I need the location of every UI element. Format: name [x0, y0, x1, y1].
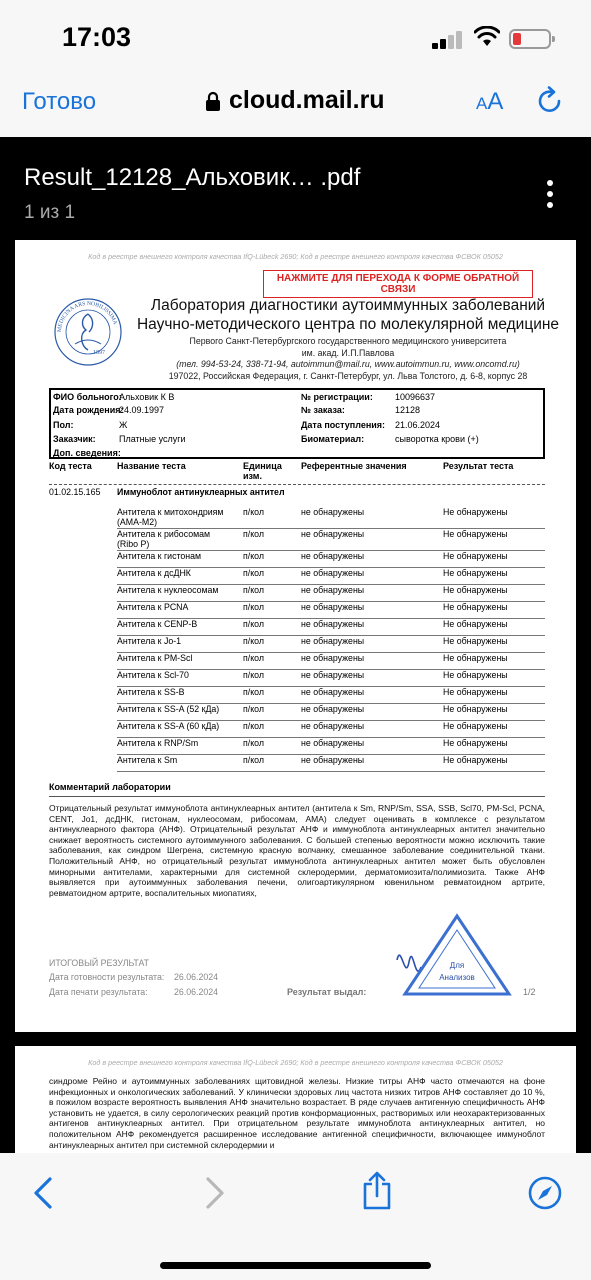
reference-value: не обнаружены: [301, 653, 365, 663]
test-result: Не обнаружены: [443, 529, 508, 539]
test-result: Не обнаружены: [443, 704, 508, 714]
reference-value: не обнаружены: [301, 585, 365, 595]
test-name: Антитела к SS-B: [117, 687, 185, 697]
battery-icon: [509, 29, 551, 49]
table-row: [117, 529, 545, 551]
comment-divider: [49, 796, 545, 797]
bio-value: сыворотка крови (+): [395, 434, 479, 444]
table-row: [117, 602, 545, 619]
test-unit: п/кол: [243, 568, 264, 578]
test-name: Антитела к рибосомам (Ribo P): [117, 529, 211, 549]
test-name: Антитела к PM-Scl: [117, 653, 193, 663]
address-bar[interactable]: [205, 86, 385, 115]
ready-date-label: Дата готовности результата:: [49, 972, 165, 982]
status-time: 17:03: [62, 22, 132, 52]
test-name: Антитела к PCNA: [117, 602, 189, 612]
order-value: 12128: [395, 405, 421, 415]
header-result: Результат теста: [443, 461, 514, 471]
page-2-text: синдроме Рейно и аутоиммунных заболеваниях щитовидной железы. Низкие титры АНФ часто отмечаются на фоне инфекционных и онкологических заболеваний. У клинически здоровых лиц частота низких титров АНФ составляет до 10 %, в пожилом возрасте вероятность выявления АНФ значительно возрастает. В ряде случаев антигенную специфичность АНФ установить не удается, в силу серологических реакций против конформационных, растворимых или неохарактеризованных антигенов антинуклеарных антител. При отрицательном результате иммуноблота антинуклеарных антител, но положительном АНФ рекомендуется расширенное исследование антигенной специфичности, включающее иммуноблот антинуклеарных антител при системной склеродермии и: [49, 1076, 545, 1150]
test-result: Не обнаружены: [443, 721, 508, 731]
test-result: Не обнаружены: [443, 551, 508, 561]
header-ref: Референтные значения: [301, 461, 407, 471]
reference-value: не обнаружены: [301, 529, 365, 539]
comment-heading: Комментарий лаборатории: [49, 782, 171, 792]
print-date-line: [49, 987, 279, 997]
reg-label: № регистрации:: [301, 392, 373, 402]
browser-top-bar: [0, 0, 591, 137]
test-result: Не обнаружены: [443, 653, 508, 663]
header-code: Код теста: [49, 461, 92, 471]
table-row: [117, 636, 545, 653]
comment-text: Отрицательный результат иммуноблота антинуклеарных антител (антитела к Sm, RNP/Sm, SSA, SSB, Scl70, PM-Scl, PCNA, CENT, Jo1, дсДНК, гистонам, нуклеосомам, рибосомам, AMA) следует оценивать в комплексе с результатом антинуклеарного фактора (АНФ). Отрицательный результат АНФ и иммуноблота антинуклеарных антител значительно снижает вероятность системного аутоиммунного заболевания. С большей степенью вероятности можно исключить такие заболевания, как синдром Шегрена, системную красную волчанку, смешанное заболевание соединительной ткани. Положительный АНФ, но отрицательный результат иммуноблота антинуклеарных антител может быть обусловлен минорными антителами, характерными для системной склеродермии, дерматомиозита/полимиозита. Также АНФ выявляется при аутоиммунных заболевания печени, олигоартикулярном ювенильном ревматоидном артрите, ревматоидном артрите, воспалительных миопатиях,: [49, 803, 545, 898]
reference-value: не обнаружены: [301, 687, 365, 697]
test-name: Антитела к CENP-B: [117, 619, 198, 629]
test-name: Антитела к RNP/Sm: [117, 738, 199, 748]
stamp-line-2: Анализов: [439, 973, 475, 982]
reference-value: не обнаружены: [301, 619, 365, 629]
reader-text-size-button[interactable]: [476, 88, 503, 116]
bio-label: Биоматериал:: [301, 434, 365, 444]
test-name: Антитела к SS-A (60 кДа): [117, 721, 220, 731]
reference-value: не обнаружены: [301, 704, 365, 714]
table-row: [117, 551, 545, 568]
home-indicator: [160, 1262, 431, 1269]
fio-label: ФИО больного:: [53, 392, 122, 402]
university-logo: [51, 292, 125, 366]
header-name: Название теста: [117, 461, 186, 471]
test-unit: п/кол: [243, 551, 264, 561]
date-value: 21.06.2024: [395, 420, 441, 430]
table-row: [117, 619, 545, 636]
registry-note: Код в реестре внешнего контроля качества IfQ-Lübeck 2690; Код в реестре внешнего контроля качества ФСВОК 05052: [88, 252, 503, 261]
test-unit: п/кол: [243, 687, 264, 697]
test-name: Антитела к SS-A (52 кДа): [117, 704, 220, 714]
test-unit: п/кол: [243, 738, 264, 748]
browser-bottom-bar: [0, 1153, 591, 1280]
test-name: Антитела к митохондриям (АМА-М2): [117, 507, 224, 527]
header-unit-line-2: изм.: [243, 471, 262, 481]
test-unit: п/кол: [243, 653, 264, 663]
cellular-signal-icon: [432, 31, 464, 49]
fio-value: Альховик К В: [119, 392, 175, 402]
issued-by-label: Результат выдал:: [287, 987, 367, 997]
table-row: [117, 670, 545, 687]
test-unit: п/кол: [243, 755, 264, 765]
reference-value: не обнаружены: [301, 568, 365, 578]
lab-title: [133, 296, 563, 334]
table-row: [117, 704, 545, 721]
test-unit: п/кол: [243, 670, 264, 680]
page-counter: 1 из 1: [24, 202, 76, 223]
table-row: [117, 507, 545, 529]
table-row: [117, 585, 545, 602]
feedback-form-link[interactable]: НАЖМИТЕ ДЛЯ ПЕРЕХОДА К ФОРМЕ ОБРАТНОЙ СВЯЗИ: [263, 270, 533, 298]
order-label: № заказа:: [301, 405, 345, 415]
test-name: Антитела к дсДНК: [117, 568, 191, 578]
table-row: [117, 687, 545, 704]
reference-value: не обнаружены: [301, 738, 365, 748]
reference-value: не обнаружены: [301, 636, 365, 646]
dob-label: Дата рождения:: [53, 405, 124, 415]
share-icon[interactable]: [360, 1171, 394, 1211]
test-name: Антитела к Scl-70: [117, 670, 189, 680]
lab-stamp: [387, 912, 512, 1002]
final-result-label: ИТОГОВЫЙ РЕЗУЛЬТАТ: [49, 958, 150, 968]
test-name: Антитела к гистонам: [117, 551, 202, 561]
header-unit-line-1: Единица: [243, 461, 282, 471]
test-result: Не обнаружены: [443, 619, 508, 629]
logo-motto: MEDICINA ARS NOBILISSIMA: [56, 300, 118, 333]
reference-value: не обнаружены: [301, 755, 365, 765]
date-label: Дата поступления:: [301, 420, 386, 430]
test-unit: п/кол: [243, 602, 264, 612]
test-unit: п/кол: [243, 529, 264, 539]
lab-sub-line-4: 197022, Российская Федерация, г. Санкт-Петербург, ул. Льва Толстого, д. 6-8, корпус 28: [168, 370, 528, 381]
aa-big-label: A: [487, 88, 504, 115]
reference-value: не обнаружены: [301, 721, 365, 731]
page-number: 1/2: [523, 987, 536, 997]
test-result: Не обнаружены: [443, 585, 508, 595]
table-row: [117, 738, 545, 755]
print-date-value: 26.06.2024: [174, 987, 219, 997]
header-unit: [243, 461, 282, 481]
logo-year: 1897: [93, 350, 105, 356]
back-arrow-icon[interactable]: [26, 1175, 62, 1211]
test-result: Не обнаружены: [443, 687, 508, 697]
header-divider: [49, 484, 545, 485]
test-unit: п/кол: [243, 507, 264, 517]
test-unit: п/кол: [243, 721, 264, 731]
test-result: Не обнаружены: [443, 670, 508, 680]
test-unit: п/кол: [243, 704, 264, 714]
reference-value: не обнаружены: [301, 670, 365, 680]
test-unit: п/кол: [243, 585, 264, 595]
lab-contacts: [133, 336, 563, 382]
wifi-icon: [474, 26, 500, 48]
table-row: [117, 568, 545, 585]
lab-title-line-2: Научно-методического центра по молекулярной медицине: [136, 316, 560, 333]
reference-value: не обнаружены: [301, 602, 365, 612]
reg-value: 10096637: [395, 392, 436, 402]
lock-icon: [205, 91, 221, 111]
test-unit: п/кол: [243, 619, 264, 629]
sex-label: Пол:: [53, 420, 74, 430]
reload-icon[interactable]: [536, 86, 564, 116]
ready-date-value: 26.06.2024: [174, 972, 219, 982]
compass-icon[interactable]: [527, 1175, 563, 1211]
test-result: Не обнаружены: [443, 755, 508, 765]
lab-title-line-1: Лаборатория диагностики аутоиммунных заболеваний: [150, 297, 546, 314]
customer-value: Платные услуги: [119, 434, 186, 444]
forward-arrow-icon[interactable]: [196, 1175, 232, 1211]
url-text: cloud.mail.ru: [229, 86, 385, 114]
sex-value: Ж: [119, 420, 128, 430]
table-row: [117, 755, 545, 772]
reference-value: не обнаружены: [301, 551, 365, 561]
customer-label: Заказчик:: [53, 434, 96, 444]
pdf-page-1: [15, 240, 576, 1032]
group-code: 01.02.15.165: [49, 487, 101, 497]
stamp-line-1: Для: [449, 961, 465, 970]
test-name: Антитела к нуклеосомам: [117, 585, 219, 595]
table-row: [117, 721, 545, 738]
test-result: Не обнаружены: [443, 568, 508, 578]
extra-label: Доп. сведения:: [53, 448, 121, 458]
print-date-label: Дата печати результата:: [49, 987, 148, 997]
test-result: Не обнаружены: [443, 636, 508, 646]
aa-small-label: A: [476, 94, 488, 113]
lab-sub-line-1: Первого Санкт-Петербургского государственного медицинского университета: [189, 336, 507, 346]
patient-info-box: [49, 388, 545, 459]
dob-value: 24.09.1997: [119, 405, 165, 415]
lab-sub-line-2: им. акад. И.П.Павлова: [301, 347, 395, 358]
test-name: Антитела к Sm: [117, 755, 178, 765]
document-title: Result_12128_Альховик… .pdf: [24, 164, 361, 191]
test-result: Не обнаружены: [443, 507, 508, 517]
test-unit: п/кол: [243, 636, 264, 646]
lab-sub-line-3: (тел. 994-53-24, 338-71-94, autoimmun@mail.ru, www.autoimmun.ru, www.oncomd.ru): [176, 359, 520, 369]
table-row: [117, 653, 545, 670]
ready-date-line: [49, 972, 279, 982]
test-result: Не обнаружены: [443, 602, 508, 612]
reference-value: не обнаружены: [301, 507, 365, 517]
group-name: Иммуноблот антинуклеарных антител: [117, 487, 285, 497]
more-options-icon[interactable]: [540, 180, 560, 210]
pdf-page-2: [15, 1046, 576, 1156]
done-button[interactable]: Готово: [22, 88, 97, 115]
test-name: Антитела к Jo-1: [117, 636, 182, 646]
registry-note-page-2: Код в реестре внешнего контроля качества IfQ-Lübeck 2690; Код в реестре внешнего контроля качества ФСВОК 05052: [88, 1058, 503, 1067]
test-result: Не обнаружены: [443, 738, 508, 748]
